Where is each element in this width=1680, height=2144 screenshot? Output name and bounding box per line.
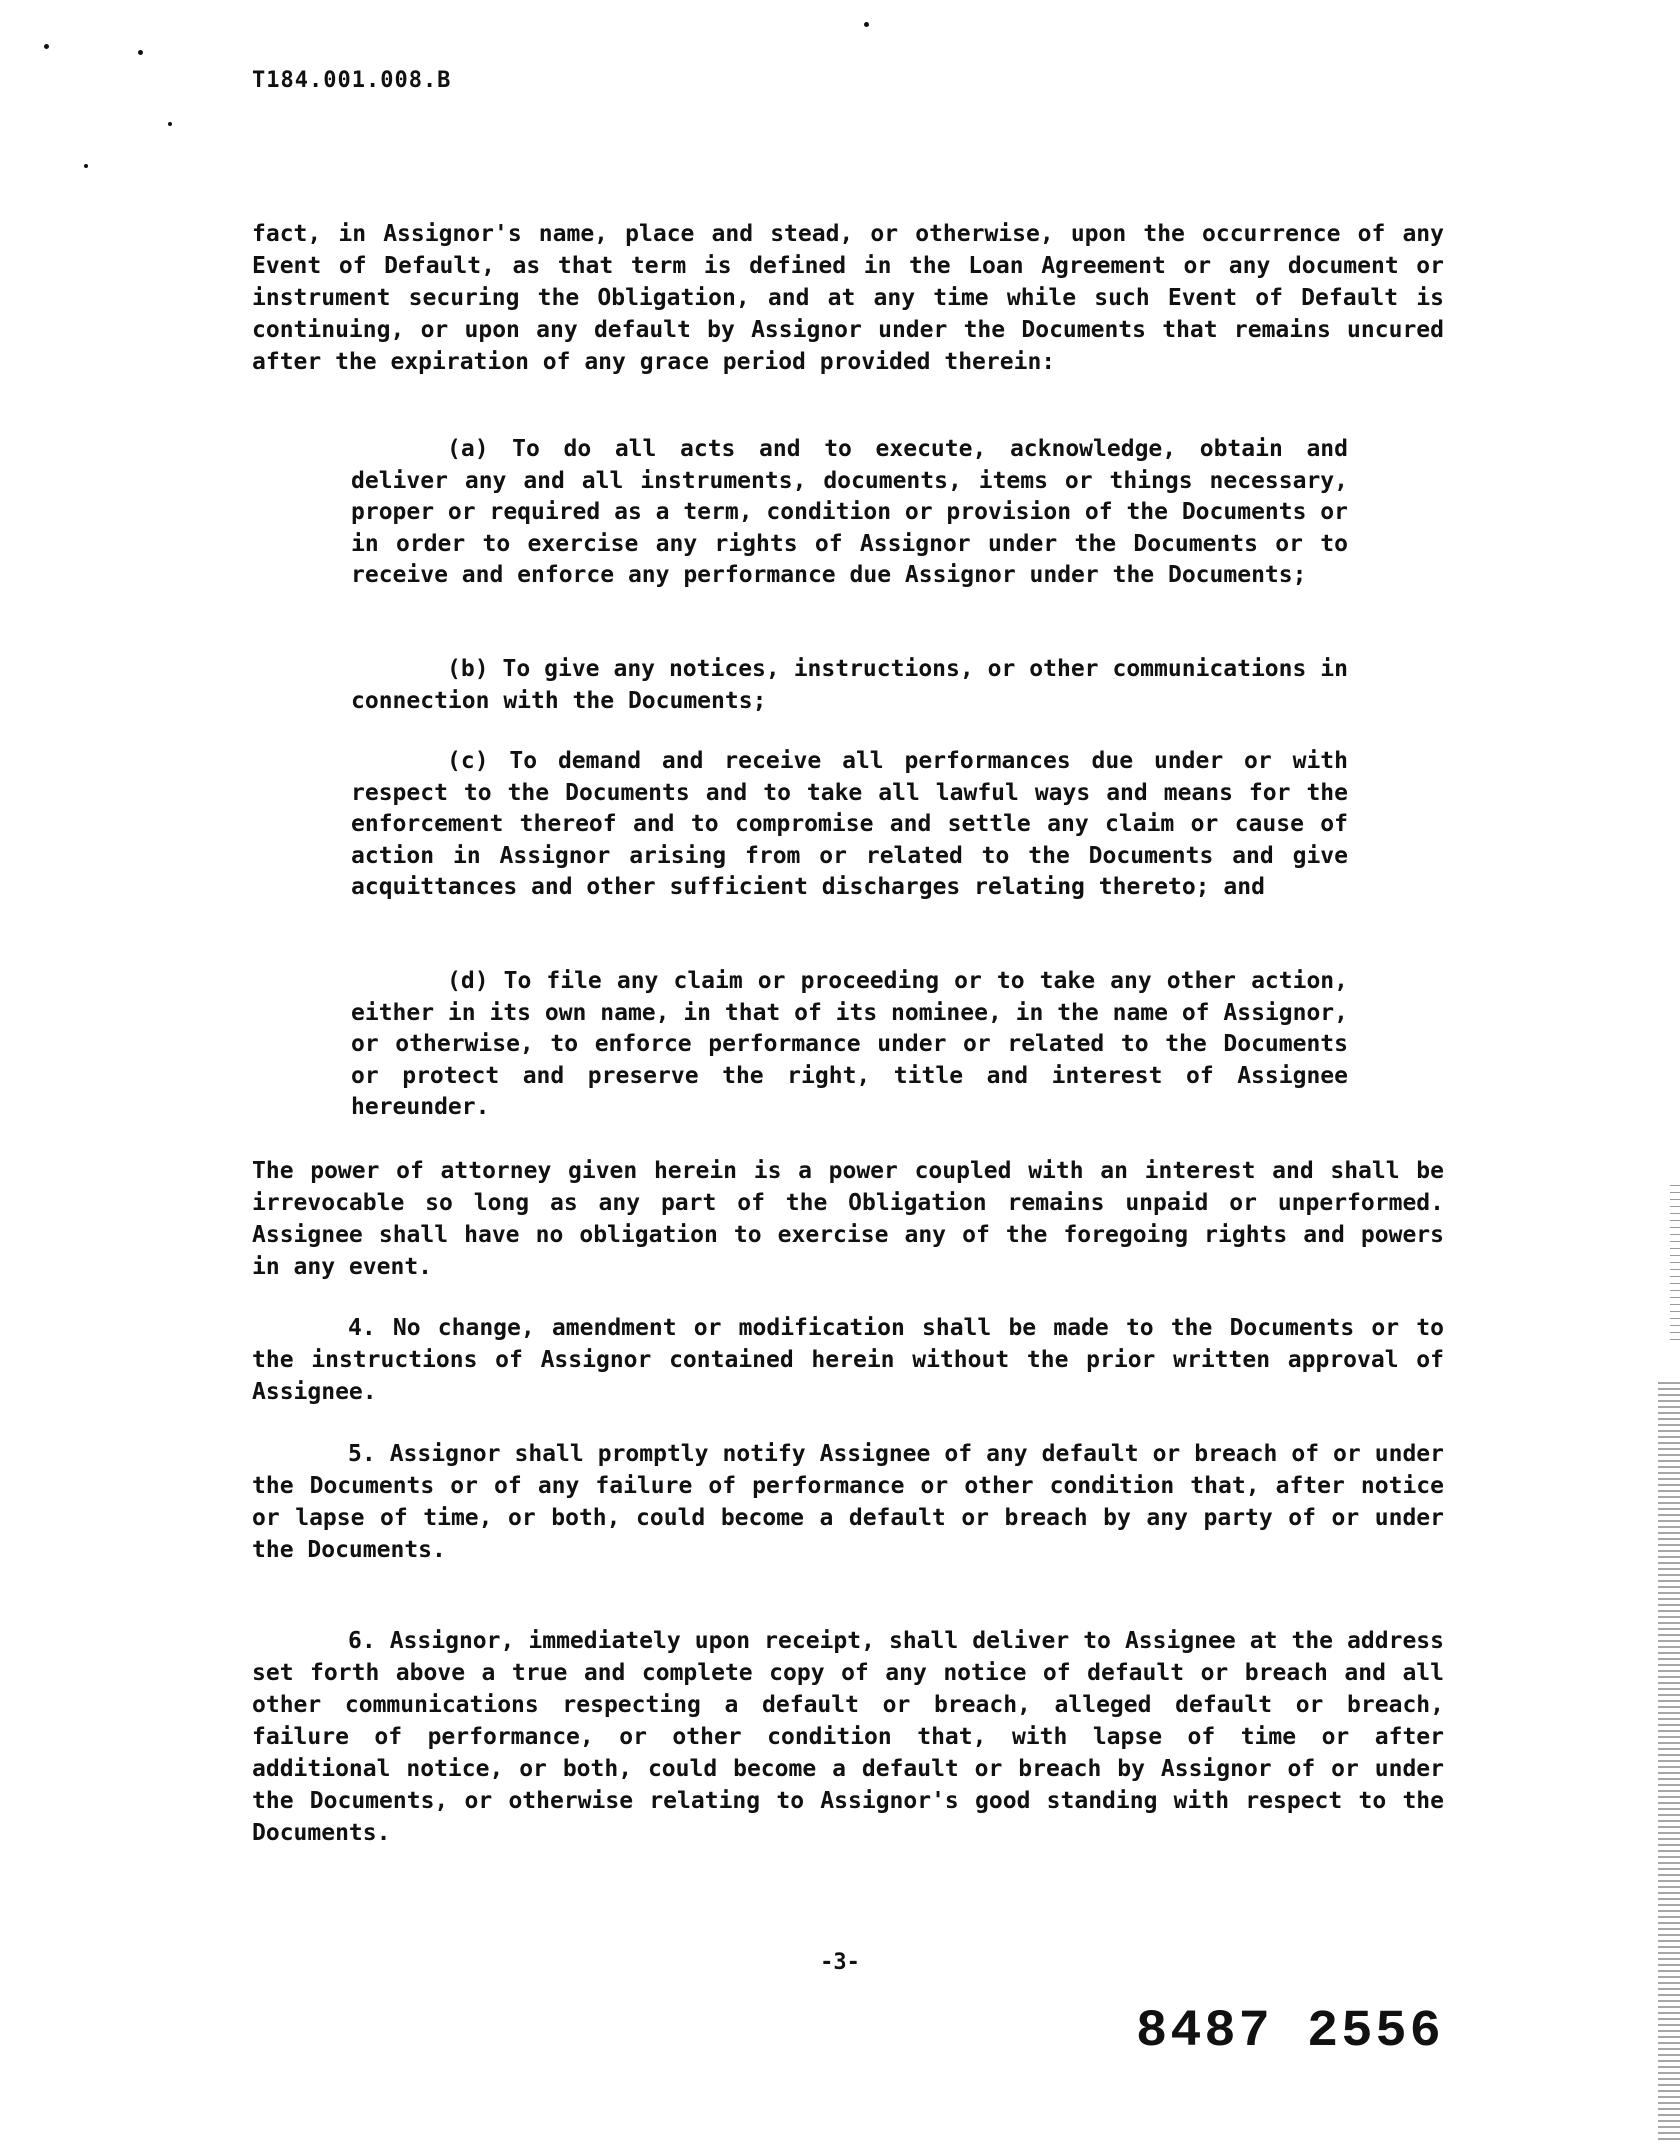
scan-speck bbox=[168, 122, 172, 126]
scan-speck bbox=[44, 44, 49, 49]
scan-speck bbox=[138, 50, 143, 55]
clause-b: (b) To give any notices, instructions, or other communications in connection with the Documents; bbox=[351, 656, 1348, 714]
bates-stamp: 8487 2556 bbox=[1136, 2002, 1444, 2061]
intro-paragraph: fact, in Assignor's name, place and stead, or otherwise, upon the occurrence of any Event of Default, as that term is defined in the Loan Agreement or any document or instrument securing the Obligation, and at any time while such Event of Default is continuing, or upon any default by Assignor under the Documents that remains uncured after the expiration of any grace period provided therein: bbox=[252, 221, 1444, 375]
document-id: T184.001.008.B bbox=[252, 68, 452, 93]
scan-edge-noise bbox=[1670, 1180, 1680, 1340]
clause-d: (d) To file any claim or proceeding or to take any other action, either in its own name, in that of its nominee, in the name of Assignor, or otherwise, to enforce performance under or related to the Documents or protect and preserve the right, title and interest of Assignee hereunder. bbox=[351, 968, 1348, 1120]
scan-speck bbox=[864, 22, 869, 27]
section-6: 6. Assignor, immediately upon receipt, shall deliver to Assignee at the address set forth above a true and complete copy of any notice of default or breach and all other communications respecting a default or breach, alleged default or breach, failure of performance, or other condition that, with lapse of time or after additional notice, or both, could become a default or breach by Assignor of or under the Documents, or otherwise relating to Assignor's good standing with respect to the Documents. bbox=[252, 1628, 1444, 1846]
scan-edge-noise bbox=[1658, 1380, 1680, 2140]
power-of-attorney-paragraph: The power of attorney given herein is a power coupled with an interest and shall be irrevocable so long as any part of the Obligation remains unpaid or unperformed. Assignee shall have no obligation to exercise any of the foregoing rights and powers in any event. bbox=[252, 1158, 1444, 1280]
section-4: 4. No change, amendment or modification shall be made to the Documents or to the instructions of Assignor contained herein without the prior written approval of Assignee. bbox=[252, 1315, 1444, 1405]
page-number: -3- bbox=[820, 1950, 860, 1975]
clause-a: (a) To do all acts and to execute, acknowledge, obtain and deliver any and all instruments, documents, items or things necessary, proper or required as a term, condition or provision of the Documents or in order to exercise any rights of Assignor under the Documents or to receive and enforce any performance due Assignor under the Documents; bbox=[351, 436, 1348, 588]
scan-speck bbox=[84, 164, 88, 168]
section-5: 5. Assignor shall promptly notify Assignee of any default or breach of or under the Documents or of any failure of performance or other condition that, after notice or lapse of time, or both, could become a default or breach by any party of or under the Documents. bbox=[252, 1441, 1444, 1563]
clause-c: (c) To demand and receive all performances due under or with respect to the Documents and to take all lawful ways and means for the enforcement thereof and to compromise and settle any claim or cause of action in Assignor arising from or related to the Documents and give acquittances and other sufficient discharges relating thereto; and bbox=[351, 748, 1348, 900]
